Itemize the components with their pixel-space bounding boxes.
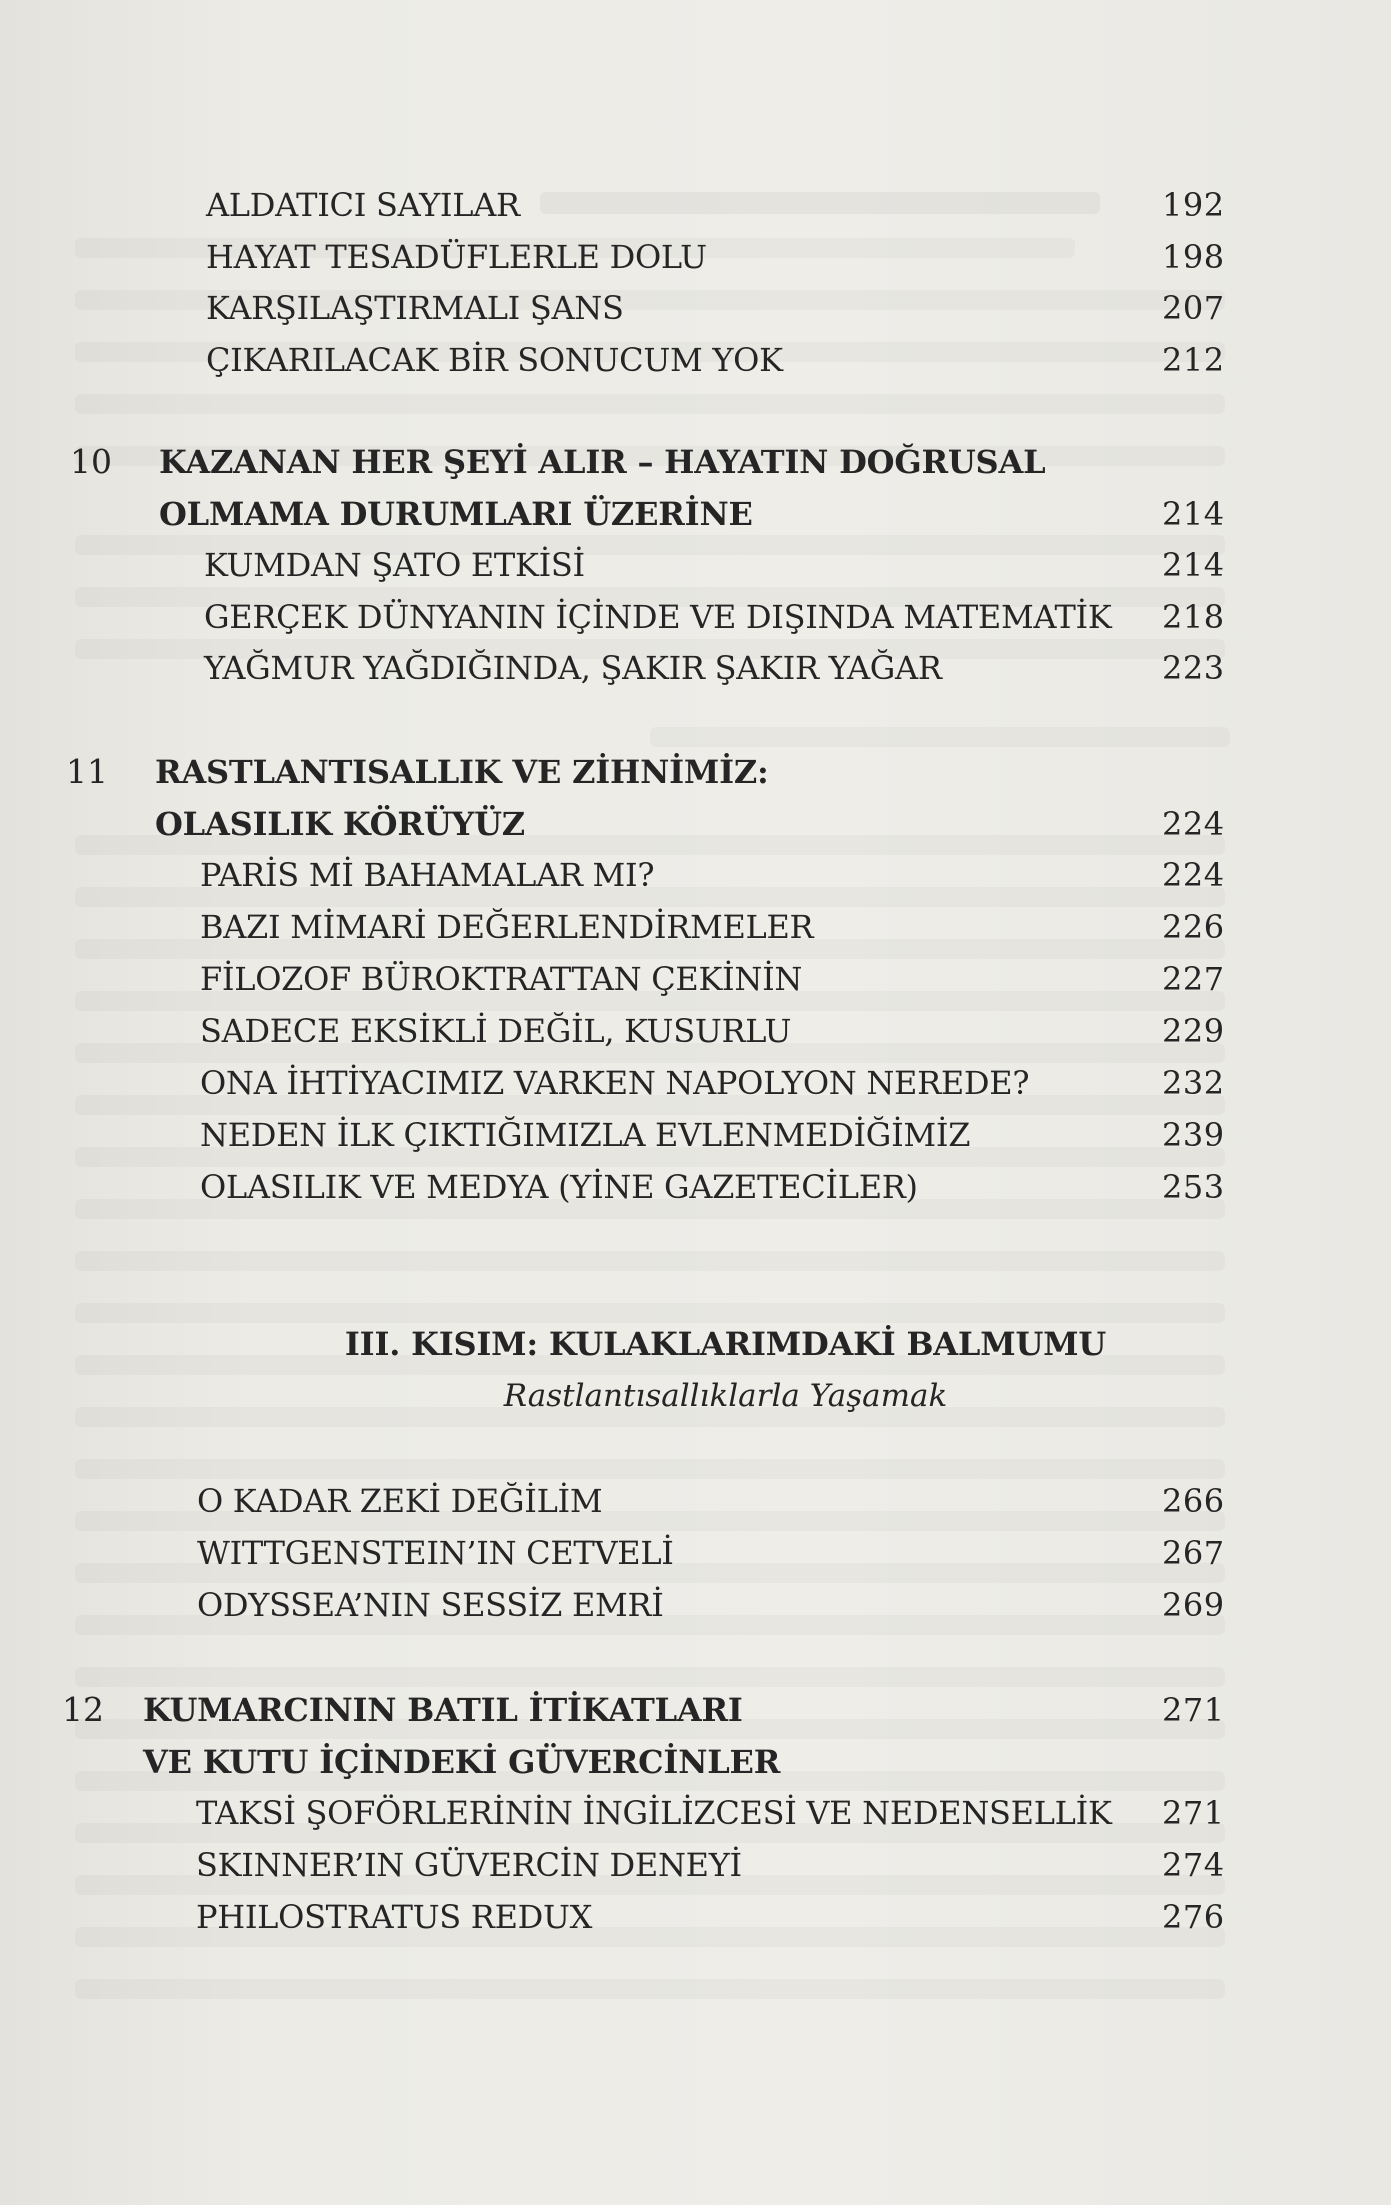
chapter-heading	[0, 438, 1391, 486]
toc-entry-page: 239	[1162, 1116, 1225, 1154]
chapter-number: 10	[70, 442, 112, 481]
chapter-title-line1: KUMARCININ BATIL İTİKATLARI	[143, 1691, 743, 1729]
toc-entry-page: 227	[1162, 960, 1225, 998]
toc-entry-title: ODYSSEA’NIN SESSİZ EMRİ	[197, 1586, 664, 1624]
chapter-heading-cont	[0, 800, 1391, 848]
toc-entry	[0, 284, 1391, 332]
toc-entry	[0, 541, 1391, 589]
toc-entry-page: 192	[1162, 186, 1225, 224]
toc-entry-page: 253	[1162, 1168, 1225, 1206]
toc-entry-title: HAYAT TESADÜFLERLE DOLU	[206, 238, 707, 276]
toc-entry	[0, 1477, 1391, 1525]
toc-entry-title: TAKSİ ŞOFÖRLERİNİN İNGİLİZCESİ VE NEDENSELLİK	[196, 1794, 1112, 1832]
toc-entry-page: 207	[1162, 289, 1225, 327]
chapter-number: 11	[66, 752, 108, 791]
toc-entry	[0, 1529, 1391, 1577]
chapter-title-line2: OLASILIK KÖRÜYÜZ	[155, 805, 525, 843]
toc-entry	[0, 1111, 1391, 1159]
toc-entry	[0, 181, 1391, 229]
chapter-page: 271	[1162, 1691, 1225, 1729]
toc-entry-title: ONA İHTİYACIMIZ VARKEN NAPOLYON NEREDE?	[200, 1064, 1030, 1102]
toc-entry-title: ÇIKARILACAK BİR SONUCUM YOK	[206, 341, 783, 379]
toc-entry-title: KUMDAN ŞATO ETKİSİ	[204, 546, 585, 584]
toc-entry-page: 218	[1162, 598, 1225, 636]
chapter-heading-cont	[0, 1738, 1391, 1786]
toc-entry-title: PARİS Mİ BAHAMALAR MI?	[200, 856, 655, 894]
toc-entry	[0, 1059, 1391, 1107]
toc-entry-title: NEDEN İLK ÇIKTIĞIMIZLA EVLENMEDİĞİMİZ	[200, 1116, 971, 1154]
toc-entry-title: FİLOZOF BÜROKTRATTAN ÇEKİNİN	[200, 960, 803, 998]
part-title: III. KISIM: KULAKLARIMDAKİ BALMUMU	[344, 1325, 1107, 1363]
toc-entry	[0, 1789, 1391, 1837]
chapter-title-line1: RASTLANTISALLIK VE ZİHNİMİZ:	[155, 753, 769, 791]
toc-entry-title: KARŞILAŞTIRMALI ŞANS	[206, 289, 624, 327]
toc-entry-page: 232	[1162, 1064, 1225, 1102]
toc-entry	[0, 336, 1391, 384]
toc-entry-title: GERÇEK DÜNYANIN İÇİNDE VE DIŞINDA MATEMATİK	[204, 598, 1112, 636]
toc-entry-page: 229	[1162, 1012, 1225, 1050]
toc-entry-title: OLASILIK VE MEDYA (YİNE GAZETECİLER)	[200, 1168, 918, 1206]
toc-entry	[0, 1163, 1391, 1211]
chapter-page: 214	[1162, 495, 1225, 533]
toc-entry-title: BAZI MİMARİ DEĞERLENDİRMELER	[200, 908, 814, 946]
toc-entry	[0, 233, 1391, 281]
chapter-number: 12	[62, 1690, 104, 1729]
chapter-heading-cont	[0, 490, 1391, 538]
toc-entry-title: SKINNER’IN GÜVERCİN DENEYİ	[196, 1846, 742, 1884]
part-subtitle: Rastlantısallıklarla Yaşamak	[503, 1378, 948, 1414]
toc-entry-page: 223	[1162, 649, 1225, 687]
toc-entry-page: 226	[1162, 908, 1225, 946]
toc-entry-title: ALDATICI SAYILAR	[206, 186, 520, 224]
chapter-heading	[0, 1686, 1391, 1734]
toc-entry-title: WITTGENSTEIN’IN CETVELİ	[197, 1534, 674, 1572]
toc-entry	[0, 851, 1391, 899]
toc-entry	[0, 903, 1391, 951]
toc-entry-page: 276	[1162, 1898, 1225, 1936]
toc-entry	[0, 955, 1391, 1003]
toc-entry	[0, 593, 1391, 641]
toc-entry-page: 214	[1162, 546, 1225, 584]
toc-entry	[0, 1581, 1391, 1629]
toc-entry-page: 267	[1162, 1534, 1225, 1572]
toc-entry-page: 274	[1162, 1846, 1225, 1884]
toc-entry	[0, 1841, 1391, 1889]
toc-entry-page: 271	[1162, 1794, 1225, 1832]
toc-entry-title: PHILOSTRATUS REDUX	[196, 1898, 593, 1936]
chapter-heading	[0, 748, 1391, 796]
toc-entry-page: 224	[1162, 856, 1225, 894]
toc-entry-title: YAĞMUR YAĞDIĞINDA, ŞAKIR ŞAKIR YAĞAR	[204, 649, 942, 687]
chapter-title-line2: OLMAMA DURUMLARI ÜZERİNE	[159, 495, 753, 533]
toc-entry-page: 198	[1162, 238, 1225, 276]
chapter-title-line2: VE KUTU İÇİNDEKİ GÜVERCİNLER	[143, 1743, 781, 1781]
toc-entry-title: SADECE EKSİKLİ DEĞİL, KUSURLU	[200, 1012, 792, 1050]
chapter-title-line1: KAZANAN HER ŞEYİ ALIR – HAYATIN DOĞRUSAL	[159, 443, 1046, 481]
toc-entry-page: 266	[1162, 1482, 1225, 1520]
toc-entry-page: 212	[1162, 341, 1225, 379]
chapter-page: 224	[1162, 805, 1225, 843]
toc-entry	[0, 644, 1391, 692]
toc-entry	[0, 1007, 1391, 1055]
toc-entry	[0, 1893, 1391, 1941]
toc-entry-page: 269	[1162, 1586, 1225, 1624]
toc-entry-title: O KADAR ZEKİ DEĞİLİM	[197, 1482, 603, 1520]
